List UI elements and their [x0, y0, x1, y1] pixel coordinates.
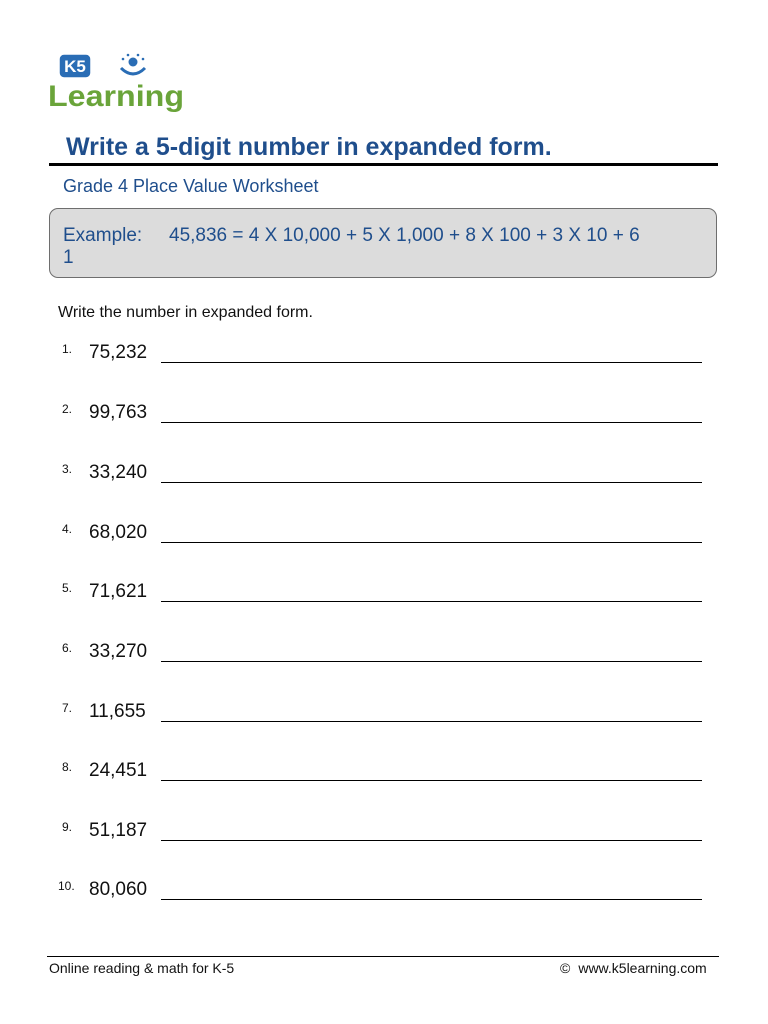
footer-tagline: Online reading & math for K-5 [49, 960, 235, 976]
problem-row [0, 760, 768, 790]
example-label: Example: [63, 225, 143, 246]
logo-word: Learning [48, 80, 184, 112]
copyright-symbol: © [560, 960, 571, 976]
problem-value: 71,621 [89, 581, 148, 602]
problem-row [0, 641, 768, 671]
problem-number: 7. [62, 701, 73, 715]
problem-row [0, 462, 768, 492]
example-equation: 45,836 = 4 X 10,000 + 5 X 1,000 + 8 X 100 + 3 X 10 + 6 [169, 225, 640, 246]
problem-number: 6. [62, 641, 73, 655]
answer-line[interactable] [161, 422, 702, 423]
title-divider [49, 163, 718, 166]
problem-number: 3. [62, 462, 73, 476]
logo-badge-text: K5 [64, 57, 86, 76]
problem-row [0, 581, 768, 611]
instructions: Write the number in expanded form. [58, 304, 313, 321]
worksheet-subtitle: Grade 4 Place Value Worksheet [63, 176, 319, 196]
problem-row [0, 402, 768, 432]
problem-number: 9. [62, 820, 73, 834]
problem-value: 80,060 [89, 879, 148, 900]
answer-line[interactable] [161, 840, 702, 841]
footer-url[interactable]: www.k5learning.com [578, 960, 707, 976]
problem-number: 8. [62, 760, 73, 774]
problem-number: 10. [58, 879, 75, 893]
problem-value: 33,240 [89, 462, 148, 483]
problem-row [0, 820, 768, 850]
problem-number: 4. [62, 522, 73, 536]
example-box [49, 208, 717, 278]
example-continuation: 1 [63, 247, 74, 268]
footer-site [560, 960, 707, 976]
problem-value: 33,270 [89, 641, 148, 662]
problem-row [0, 522, 768, 552]
problem-row [0, 879, 768, 909]
problem-row [0, 701, 768, 731]
problem-value: 75,232 [89, 342, 148, 363]
problem-value: 99,763 [89, 402, 148, 423]
answer-line[interactable] [161, 780, 702, 781]
problem-number: 1. [62, 342, 73, 356]
answer-line[interactable] [161, 601, 702, 602]
answer-line[interactable] [161, 899, 702, 900]
answer-line[interactable] [161, 542, 702, 543]
answer-line[interactable] [161, 661, 702, 662]
answer-line[interactable] [161, 362, 702, 363]
answer-line[interactable] [161, 482, 702, 483]
problem-number: 2. [62, 402, 73, 416]
footer-divider [47, 956, 719, 957]
page-title: Write a 5-digit number in expanded form. [66, 133, 552, 161]
problem-value: 11,655 [89, 701, 146, 722]
answer-line[interactable] [161, 721, 702, 722]
k5-learning-logo [47, 50, 187, 112]
problem-value: 68,020 [89, 522, 148, 543]
problem-number: 5. [62, 581, 73, 595]
problem-value: 51,187 [89, 820, 148, 841]
problem-value: 24,451 [89, 760, 148, 781]
problem-row [0, 342, 768, 372]
